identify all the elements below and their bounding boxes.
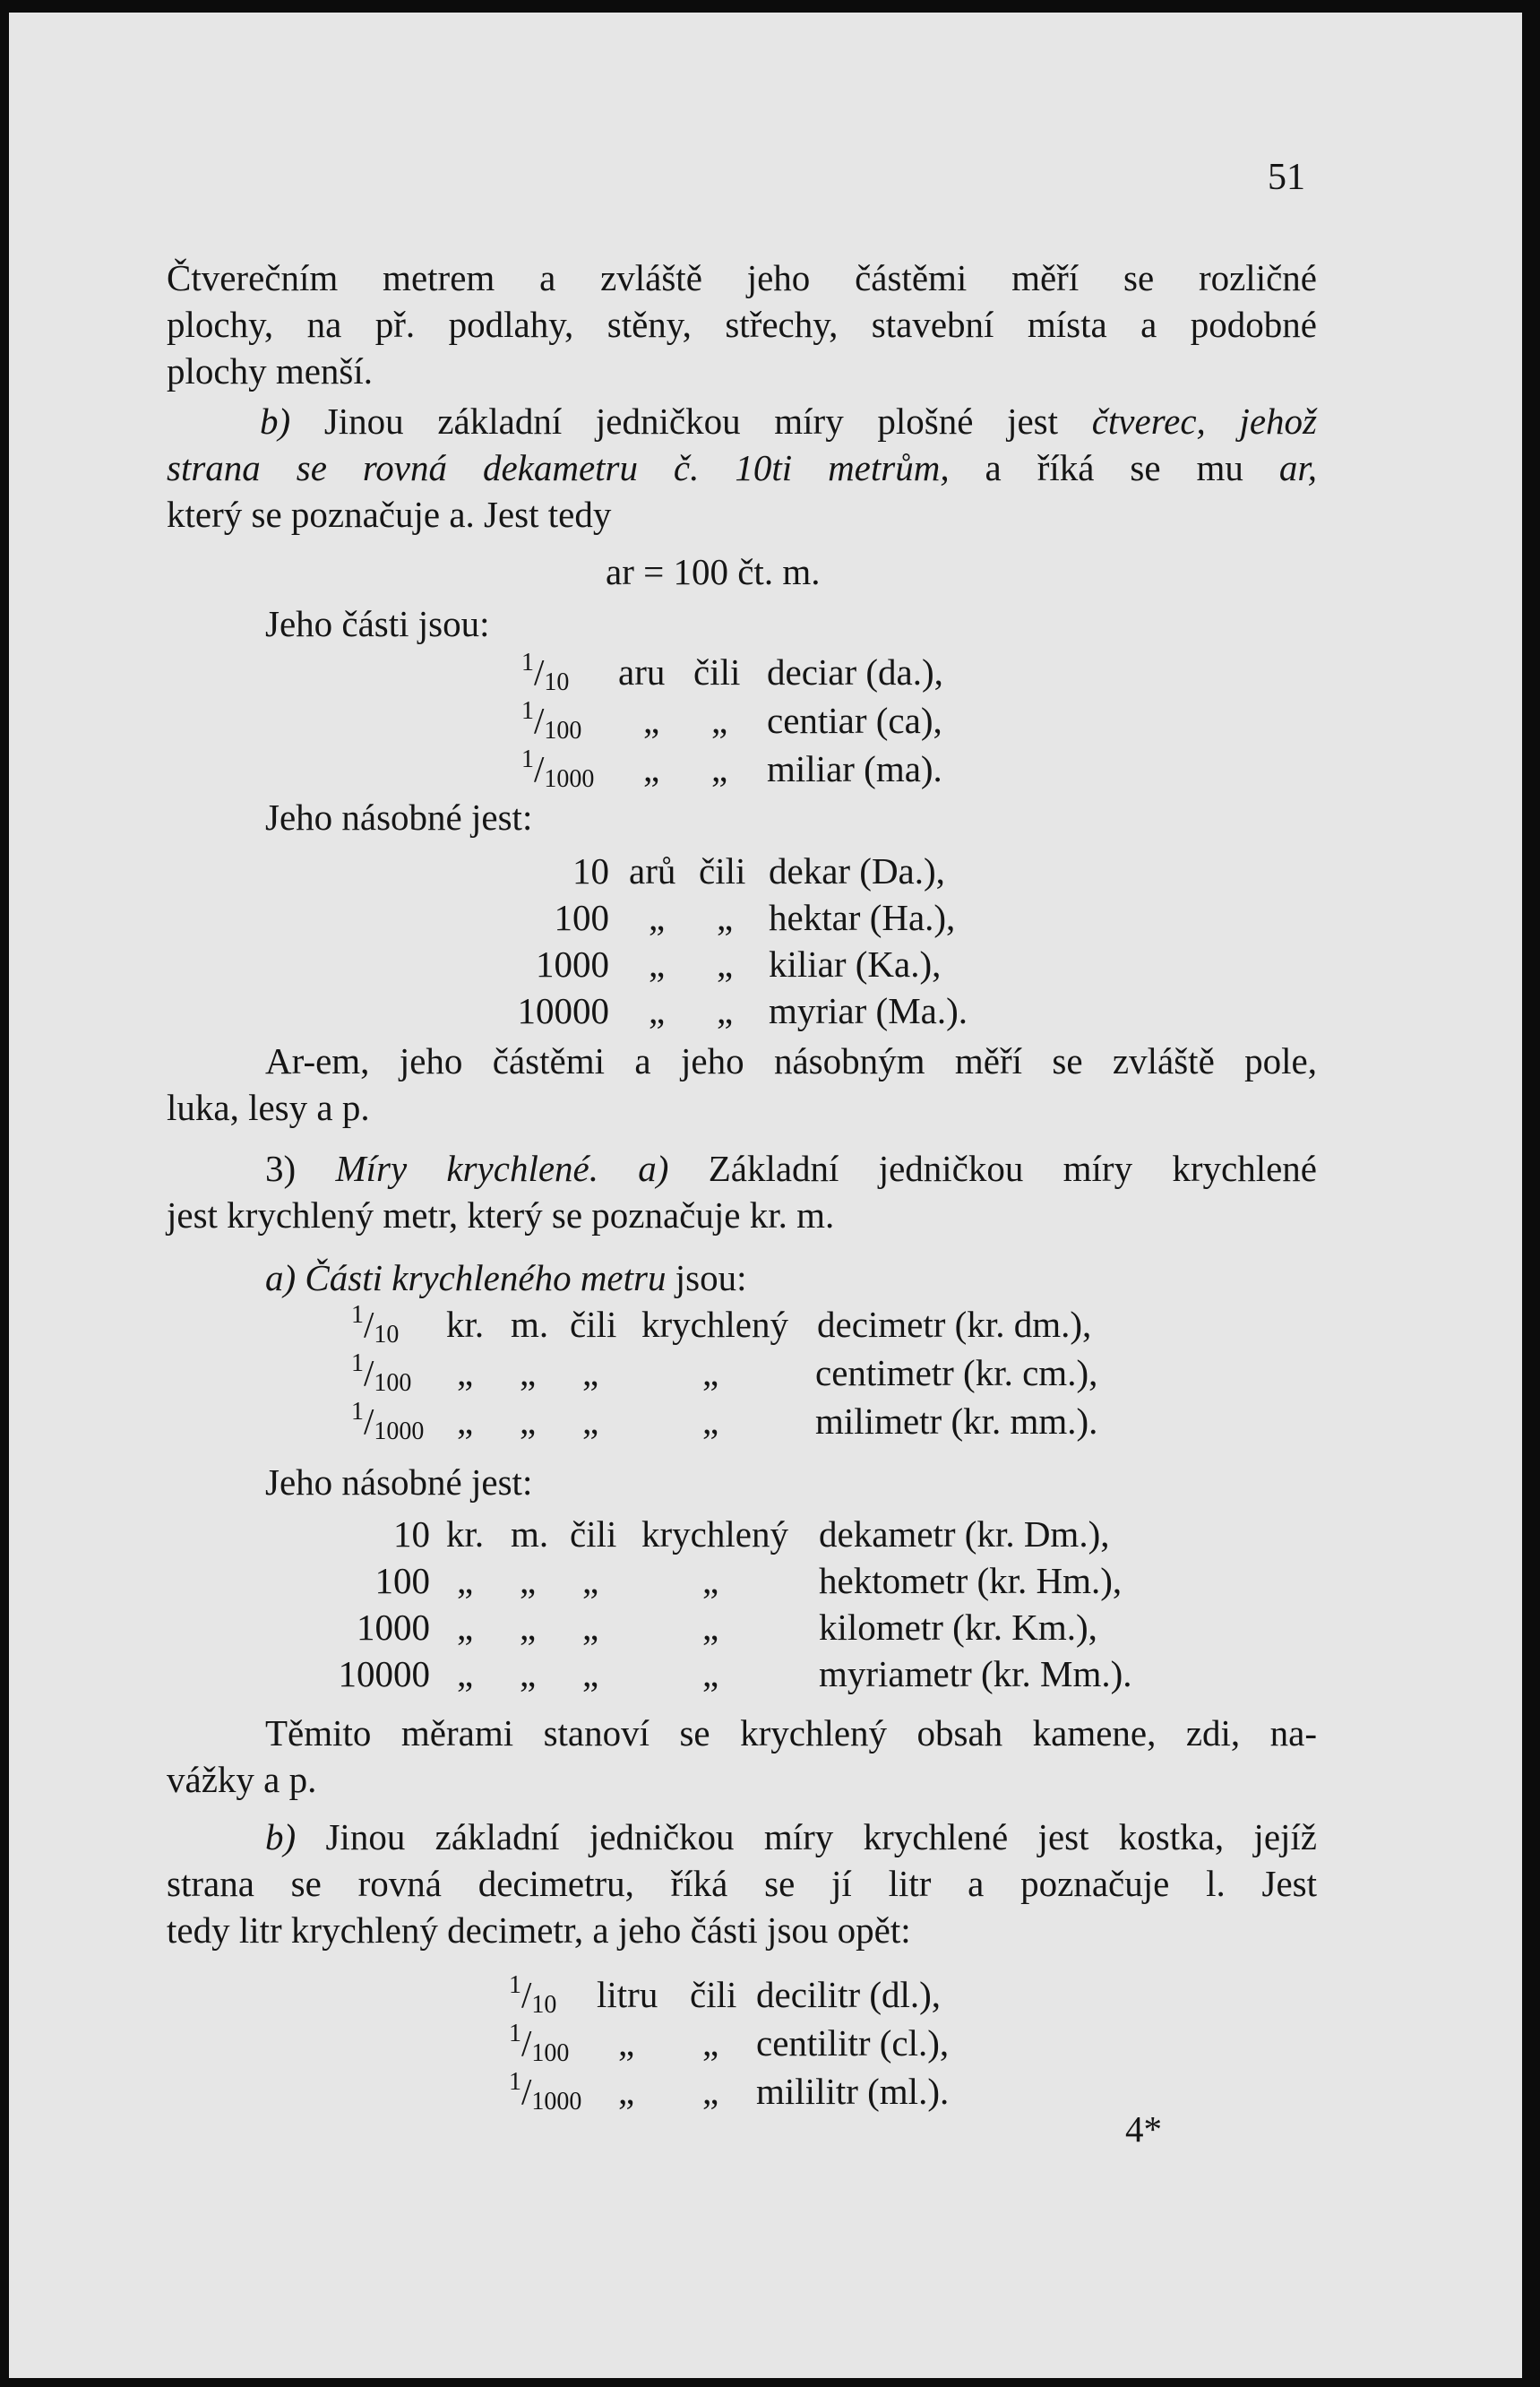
- unit-name: centimetr (kr. cm.),: [815, 1352, 1098, 1393]
- table-cell: „: [702, 2071, 719, 2112]
- section-heading-line: 3) Míry krychlené. a) Základní jedničkou míry krychlené: [265, 1148, 1317, 1189]
- table-cell: čili: [699, 850, 746, 892]
- text-line: který se poznačuje a. Jest tedy: [167, 494, 612, 535]
- table-cell: „: [582, 1400, 599, 1442]
- table-row: [9, 896, 1522, 939]
- multiplier-value: 1000: [357, 1607, 430, 1648]
- table-row: [9, 943, 1522, 986]
- multiplier-value: 10: [393, 1513, 430, 1555]
- unit-name: mililitr (ml.).: [756, 2071, 950, 2112]
- unit-name: dekametr (kr. Dm.),: [819, 1513, 1110, 1555]
- table-cell: kr.: [446, 1513, 485, 1555]
- fraction: $^1$/100: [351, 1349, 412, 1397]
- multiplier-value: 1000: [536, 944, 609, 985]
- unit-name: myriar (Ma.).: [769, 990, 968, 1031]
- table-cell: čili: [570, 1304, 617, 1345]
- text-line: jest krychlený metr, který se poznačuje kr. m.: [167, 1194, 835, 1236]
- table-cell: „: [702, 1607, 719, 1648]
- table-cell: „: [711, 748, 728, 789]
- table-cell: „: [649, 990, 666, 1031]
- table-cell: „: [702, 1400, 719, 1442]
- heading-multiples: Jeho násobné jest:: [265, 1461, 533, 1503]
- text-line: plochy, na př. podlahy, stěny, střechy, stavební místa a podobné: [167, 304, 1317, 345]
- text-line: tedy litr krychlený decimetr, a jeho části jsou opět:: [167, 1909, 911, 1951]
- table-cell: m.: [511, 1304, 549, 1345]
- table-cell: „: [649, 944, 666, 985]
- table-cell: „: [457, 1607, 474, 1648]
- multiplier-value: 10000: [517, 990, 609, 1031]
- unit-name: dekar (Da.),: [769, 850, 945, 892]
- table-cell: „: [457, 1560, 474, 1601]
- table-cell: „: [702, 2022, 719, 2064]
- fraction: $^1$/100: [521, 697, 582, 745]
- table-cell: „: [520, 1560, 537, 1601]
- table-cell: „: [702, 1653, 719, 1694]
- table-cell: „: [520, 1653, 537, 1694]
- table-cell: „: [582, 1560, 599, 1601]
- unit-name: decimetr (kr. dm.),: [817, 1304, 1092, 1345]
- text-line: Čtverečním metrem a zvláště jeho částěmi měří se rozličné: [167, 257, 1317, 298]
- table-row: [9, 1559, 1522, 1602]
- multiplier-value: 100: [374, 1560, 430, 1601]
- text-line: strana se rovná decimetru, říká se jí litr a poznačuje l. Jest: [167, 1863, 1317, 1904]
- fraction: $^1$/10: [521, 649, 570, 696]
- table-cell: „: [457, 1653, 474, 1694]
- table-row: [9, 1606, 1522, 1649]
- table-cell: „: [618, 2071, 635, 2112]
- unit-name: decilitr (dl.),: [756, 1974, 942, 2015]
- unit-name: milimetr (kr. mm.).: [815, 1400, 1098, 1442]
- text-line: Těmito měrami stanoví se krychlený obsah kamene, zdi, na-: [265, 1712, 1317, 1754]
- table-cell: „: [643, 700, 660, 741]
- text-line: b) Jinou základní jedničkou míry krychlené jest kostka, jejíž: [265, 1816, 1317, 1857]
- table-cell: „: [582, 1352, 599, 1393]
- text-line: strana se rovná dekametru č. 10ti metrům, a říká se mu ar,: [167, 447, 1318, 488]
- subheading-line: a) Části krychleného metru jsou:: [265, 1257, 747, 1298]
- unit-name: deciar (da.),: [767, 651, 943, 693]
- table-cell: aru: [618, 651, 666, 693]
- text-line: plochy menší.: [167, 350, 374, 392]
- table-cell: „: [702, 1352, 719, 1393]
- multiplier-value: 10000: [338, 1653, 430, 1694]
- heading-parts: Jeho části jsou:: [265, 603, 490, 644]
- table-cell: „: [649, 897, 666, 938]
- table-cell: „: [520, 1607, 537, 1648]
- table-cell: „: [457, 1400, 474, 1442]
- fraction: $^1$/10: [351, 1301, 400, 1349]
- unit-name: centilitr (cl.),: [756, 2022, 950, 2064]
- table-cell: „: [582, 1653, 599, 1694]
- table-cell: „: [520, 1352, 537, 1393]
- page-number: 51: [1268, 157, 1305, 198]
- unit-name: centiar (ca),: [767, 700, 942, 741]
- fraction: $^1$/1000: [351, 1398, 425, 1445]
- table-cell: „: [717, 944, 734, 985]
- table-row: [9, 697, 1522, 745]
- fraction: $^1$/100: [509, 2020, 570, 2067]
- table-row: [9, 1512, 1522, 1555]
- table-cell: krychlený: [641, 1513, 788, 1555]
- text-line: Ar-em, jeho částěmi a jeho násobným měří se zvláště pole,: [265, 1040, 1317, 1081]
- table-row: [9, 989, 1522, 1032]
- fraction: $^1$/1000: [509, 2068, 582, 2116]
- multiplier-value: 10: [572, 850, 609, 892]
- table-cell: „: [717, 897, 734, 938]
- table-cell: čili: [690, 1974, 737, 2015]
- table-cell: „: [711, 700, 728, 741]
- table-cell: „: [702, 1560, 719, 1601]
- section-title: Míry krychlené.: [335, 1148, 598, 1189]
- table-cell: čili: [570, 1513, 617, 1555]
- table-cell: m.: [511, 1513, 549, 1555]
- unit-name: miliar (ma).: [767, 748, 942, 789]
- table-row: [9, 745, 1522, 793]
- table-row: [9, 651, 1522, 694]
- text-line: b) Jinou základní jedničkou míry plošné jest čtverec, jehož: [260, 401, 1317, 442]
- unit-name: kilometr (kr. Km.),: [819, 1607, 1097, 1648]
- text-line: luka, lesy a p.: [167, 1087, 370, 1128]
- table-row: [9, 849, 1522, 892]
- table-row: [9, 1301, 1522, 1349]
- multiplier-value: 100: [554, 897, 609, 938]
- table-row: [9, 1349, 1522, 1397]
- table-row: [9, 2020, 1522, 2067]
- unit-name: kiliar (Ka.),: [769, 944, 942, 985]
- table-cell: arů: [629, 850, 676, 892]
- signature-mark: 4*: [1125, 2108, 1162, 2150]
- table-cell: „: [457, 1352, 474, 1393]
- table-row: [9, 1400, 1522, 1443]
- table-cell: kr.: [446, 1304, 485, 1345]
- table-cell: „: [618, 2022, 635, 2064]
- table-cell: čili: [693, 651, 741, 693]
- table-row: [9, 1971, 1522, 2019]
- table-row: [9, 1652, 1522, 1695]
- table-cell: „: [643, 748, 660, 789]
- fraction: $^1$/10: [509, 1971, 557, 2019]
- table-cell: krychlený: [641, 1304, 788, 1345]
- equation: ar = 100 čt. m.: [606, 551, 821, 592]
- item-label: b): [260, 401, 291, 442]
- text-line: vážky a p.: [167, 1759, 317, 1800]
- unit-name: hektometr (kr. Hm.),: [819, 1560, 1123, 1601]
- book-page: [9, 13, 1522, 2378]
- unit-name: myriametr (kr. Mm.).: [819, 1653, 1132, 1694]
- table-cell: „: [717, 990, 734, 1031]
- table-cell: „: [582, 1607, 599, 1648]
- table-cell: „: [520, 1400, 537, 1442]
- heading-multiples: Jeho násobné jest:: [265, 797, 533, 838]
- unit-name: hektar (Ha.),: [769, 897, 956, 938]
- fraction: $^1$/1000: [521, 745, 595, 793]
- table-row: [9, 2068, 1522, 2116]
- table-cell: litru: [597, 1974, 658, 2015]
